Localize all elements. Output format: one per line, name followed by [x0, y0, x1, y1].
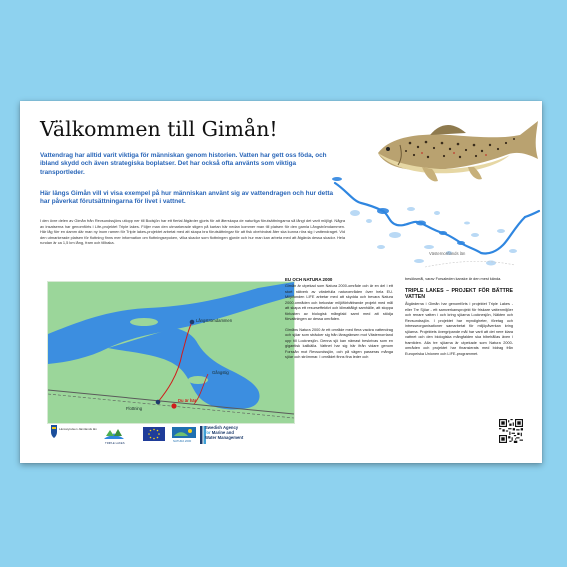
overview-map-label: Västernorrlands län — [429, 251, 466, 256]
lead-paragraph-2: Här längs Gimån vill vi visa exempel på hur människan använt sig av vattendragen och hur detta har påverkat förutsättningarna för livet i vattnet. — [40, 190, 333, 206]
triple-lakes-column — [405, 277, 513, 362]
label-you-are-here: Du är här — [178, 398, 197, 403]
sign-title: Välkommen till Gimån! — [40, 117, 278, 141]
body-paragraph: I den övre delen av Gimån från Revsundssjöns utlopp ner till Bodsjön har ett flertal åtgärder gjorts för att återskapa de naturliga förutsättningarna så långt det varit möjligt. Några av insatserna har genomförts i Life-projektet Triple lakes. Följer man den utmarkerade stigen på kartan här nedan kommer man till platsen för den gamla Långströmdammen. Här låg förr en damm där man ny inom ramen för Triple lakes-projektet arbetat med att skapa bra förutsättningar för att fisk obehindrat åter ska kunna röra sig i vattendraget. Vid den utmarkerade platsen för flottning finns mer information om flottningsepoken, vilka skador som flottningen gjorde och hur man kan arbeta med att åtgärda dessa skador. Hela rundan är ca 1,5 km lång, fram och tillbaka. — [40, 218, 345, 246]
col3-paragraph-1: besöksmål, varav Forsaleden kanske är den mest kända. — [405, 277, 502, 281]
trail-map-drawing — [48, 282, 294, 423]
eu-paragraph-2: Gimåns Natura 2000 är ett område med flera vackra vattendrag och sjöar som sträcker sig från länsgränsen mot Västernorrland upp till Locknesjön. Denna sjö kan nämast beskrivas som en gigantisk kallkälla. Vattnet har sig här ifrån vidare genom Forssån mot Revsundssjön, och på vägen passeras många sjöar och strömmar. I området finns fina leder och — [285, 327, 393, 359]
natura-2000-text: NATURA 2000 — [173, 439, 192, 443]
natura-2000-logo — [172, 427, 196, 443]
label-gangstig: Gångstig — [212, 370, 229, 375]
lead-paragraph-1: Vattendrag har alltid varit viktiga för människan genom historien. Vatten har gett oss föda, och ibland skydd och även strategiska boplatser. Det har också ofta använts som viktiga transportleder. — [40, 152, 327, 176]
eu-natura-column — [285, 277, 393, 366]
information-sign — [20, 101, 542, 463]
trail-detail-map — [47, 281, 295, 424]
agency-line-1: Swedish Agency — [205, 425, 239, 430]
lansstyrelsen-logo — [47, 423, 97, 448]
triple-lakes-heading: TRIPLE LAKES – PROJEKT FÖR BÄTTRE VATTEN — [405, 287, 513, 300]
triple-lakes-text: TRIPLE LAKES — [105, 441, 125, 445]
agency-line-3: Marine and — [211, 430, 234, 435]
qr-code[interactable] — [499, 419, 523, 443]
lansstyrelsen-text: Länsstyrelsen Jämtlands län — [59, 427, 97, 431]
label-langstromdammen: Långströmdammen — [196, 318, 233, 323]
eu-paragraph-1: Gimån är utpekad som Natura 2000-område och är en del i ett stort nätverk av värdefulla naturområden över hela EU. Miljöfonden LIFE arbetar med att skydda och bevara Natura 2000-områden och bekostar miljöförbättrande projekt med mål att skapa ett resurseffektivt och klimattåligt samhälle, att stoppa förlusten av biologisk mångfald samt med att stödja förvaltningen av dessa områden. — [285, 284, 393, 321]
agency-line-2: for — [205, 430, 211, 435]
eu-flag-logo — [143, 427, 165, 441]
label-flottning: Flottning — [126, 406, 143, 411]
brown-trout-illustration — [370, 115, 540, 195]
eu-heading: EU OCH NATURA 2000 — [285, 277, 333, 282]
triple-lakes-paragraph: Åtgärderna i Gimån har genomförts i projektet Triple Lakes - eller Tre Sjöar - ett samverkansprojekt för friskare vattenmiljöer och renare vatten i och kring sjöarna Locknesjön, Näkten och Revsundssjön. I projektet har myndigheter, företag och intresseorganisationer samarbetat för miljöpåverkan kring sjöarna. Projektets övergripande mål har varit att det nere klara vattnet och den biologiska mångfalden ska bibehållas även i framtiden. Alla tre sjöarna är utpekade som Natura 2000-områden och projektet har finansierats med bidrag från Europeiska Unionen och LIFE-programmet. — [405, 302, 513, 356]
triple-lakes-logo — [102, 425, 126, 445]
agency-line-4: Water Management — [205, 435, 244, 440]
agency-logo-text — [205, 425, 285, 440]
